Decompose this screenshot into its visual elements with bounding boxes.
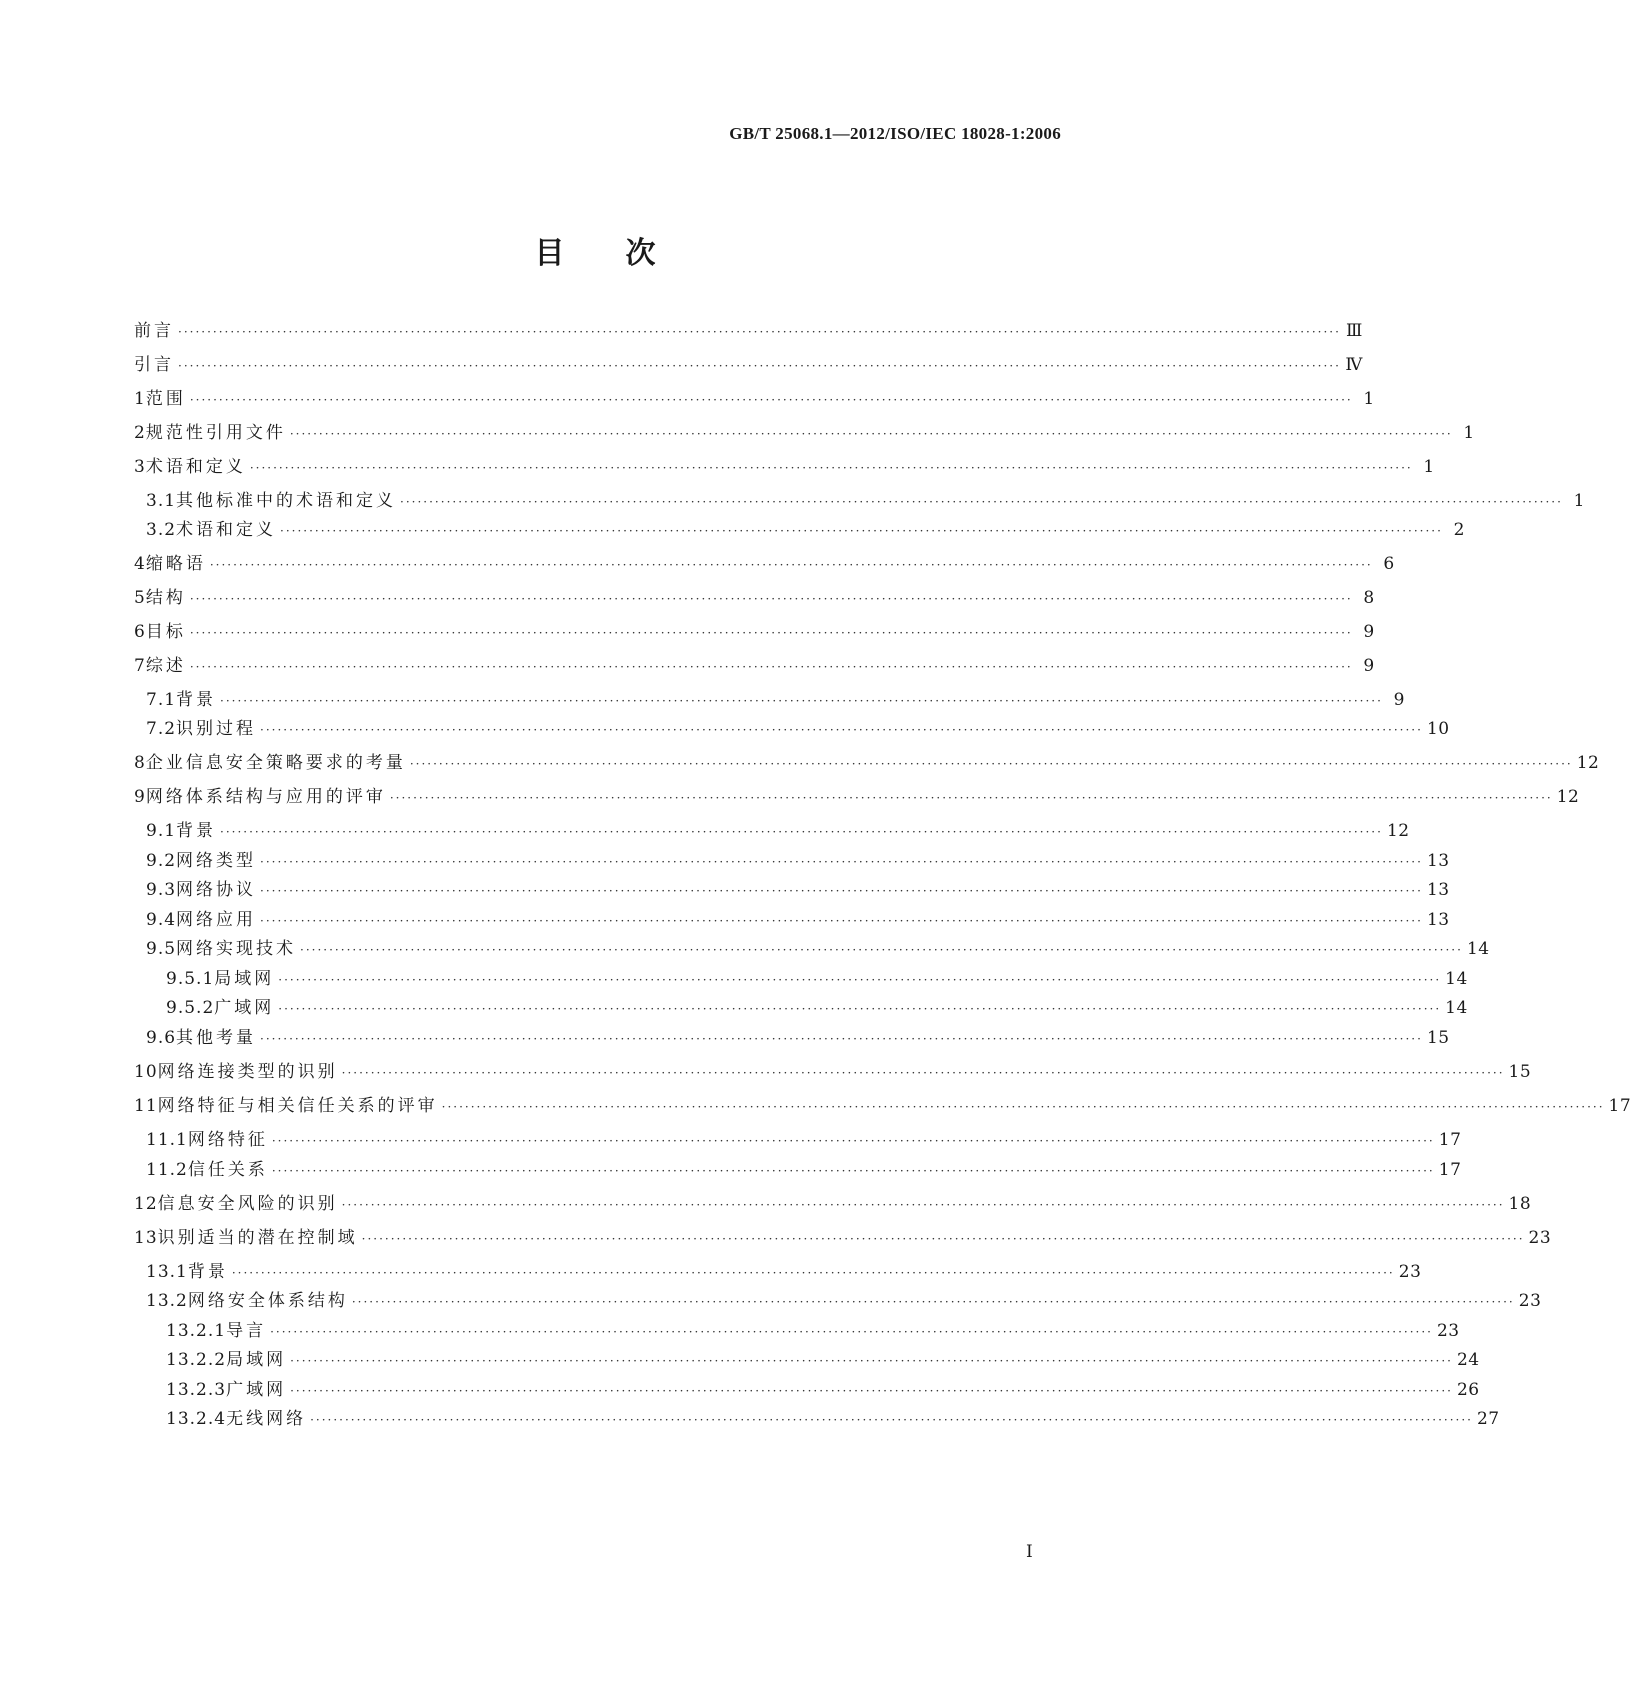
toc-leader-dots: ········································································································································································································ xyxy=(220,825,1383,839)
toc-leader-dots: ········································································································································································································ xyxy=(270,1325,1433,1339)
toc-entry-number: 6 xyxy=(134,622,146,642)
toc-entry-label: 网络安全体系结构 xyxy=(187,1291,348,1311)
toc-entry-page: 9 xyxy=(1363,622,1375,642)
toc-entry-page: 1 xyxy=(1463,423,1475,443)
toc-entry-page: 23 xyxy=(1398,1262,1422,1282)
toc-entry[interactable] xyxy=(134,387,1375,411)
toc-entry-label: 网络特征 xyxy=(187,1130,268,1150)
toc-entry-page: 1 xyxy=(1423,457,1435,477)
toc-entry-number: 1 xyxy=(134,389,146,409)
toc-leader-dots: ········································································································································································································ xyxy=(280,524,1443,538)
toc-entry[interactable] xyxy=(166,1378,1480,1402)
toc-entry-label: 背景 xyxy=(176,821,217,841)
toc-entry-number: 5 xyxy=(134,588,146,608)
toc-entry-label: 规范性引用文件 xyxy=(145,423,286,443)
toc-entry-number: 7.1 xyxy=(146,690,177,710)
toc-leader-dots: ········································································································································································································ xyxy=(341,1066,1505,1080)
toc-entry[interactable] xyxy=(146,717,1450,741)
toc-leader-dots: ········································································································································································································ xyxy=(178,325,1341,339)
toc-entry-number: 12 xyxy=(134,1194,158,1214)
toc-entry-number: 3.2 xyxy=(146,520,177,540)
toc-entry[interactable] xyxy=(146,489,1585,513)
toc-entry-page: 24 xyxy=(1456,1350,1480,1370)
toc-entry[interactable] xyxy=(146,1289,1542,1313)
toc-entry-label: 网络类型 xyxy=(176,851,257,871)
toc-entry-page: 12 xyxy=(1576,753,1600,773)
toc-entry-label: 网络特征与相关信任关系的评审 xyxy=(157,1096,438,1116)
toc-entry-page: 9 xyxy=(1393,690,1405,710)
toc-leader-dots: ········································································································································································································ xyxy=(260,884,1423,898)
toc-entry-page: 17 xyxy=(1438,1130,1462,1150)
toc-entry[interactable] xyxy=(134,319,1363,343)
toc-entry-number: 13 xyxy=(134,1228,158,1248)
toc-leader-dots: ········································································································································································································ xyxy=(361,1232,1525,1246)
toc-entry-number: 11.2 xyxy=(146,1160,188,1180)
toc-leader-dots: ········································································································································································································ xyxy=(409,757,1573,771)
toc-entry-number: 13.1 xyxy=(146,1262,188,1282)
toc-leader-dots: ········································································································································································································ xyxy=(220,694,1383,708)
toc-entry-label: 识别适当的潜在控制域 xyxy=(157,1228,358,1248)
toc-entry-number: 8 xyxy=(134,753,146,773)
toc-leader-dots: ········································································································································································································ xyxy=(310,1413,1473,1427)
toc-entry-page: 26 xyxy=(1456,1380,1480,1400)
toc-leader-dots: ········································································································································································································ xyxy=(189,592,1353,606)
toc-leader-dots: ········································································································································································································ xyxy=(189,393,1353,407)
toc-entry-number: 13.2.3 xyxy=(166,1380,227,1400)
standard-code: GB/T 25068.1—2012/ISO/IEC 18028-1:2006 xyxy=(729,124,1061,143)
toc-entry[interactable] xyxy=(146,849,1450,873)
toc-entry-label: 综述 xyxy=(145,656,186,676)
toc-entry[interactable] xyxy=(166,1407,1500,1431)
title-char-1: 目 xyxy=(534,236,566,271)
toc-entry-number: 13.2.2 xyxy=(166,1350,227,1370)
toc-leader-dots: ········································································································································································································ xyxy=(271,1134,1435,1148)
toc-entry-number: 4 xyxy=(134,554,146,574)
toc-entry-page: 17 xyxy=(1608,1096,1631,1116)
toc-entry-number: 11.1 xyxy=(146,1130,188,1150)
toc-leader-dots: ········································································································································································································ xyxy=(189,626,1353,640)
toc-entry-label: 局域网 xyxy=(214,969,275,989)
toc-entry-label: 术语和定义 xyxy=(176,520,277,540)
toc-entry[interactable] xyxy=(146,688,1405,712)
toc-entry-page: 9 xyxy=(1363,656,1375,676)
toc-leader-dots: ········································································································································································································ xyxy=(271,1164,1435,1178)
toc-entry-label: 广域网 xyxy=(226,1380,287,1400)
toc-entry-page: 18 xyxy=(1508,1194,1532,1214)
toc-entry-page: 12 xyxy=(1556,787,1580,807)
toc-entry-page: 13 xyxy=(1426,880,1450,900)
toc-entry-page: 2 xyxy=(1453,520,1465,540)
toc-entry-number: 11 xyxy=(134,1096,158,1116)
toc-entry[interactable] xyxy=(166,1319,1460,1343)
toc-entry[interactable] xyxy=(134,455,1435,479)
toc-entry-page: 15 xyxy=(1508,1062,1532,1082)
toc-entry-page: 23 xyxy=(1518,1291,1542,1311)
toc-entry-label: 缩略语 xyxy=(145,554,206,574)
toc-entry-number: 13.2.1 xyxy=(166,1321,227,1341)
toc-leader-dots: ········································································································································································································ xyxy=(341,1198,1505,1212)
toc-leader-dots: ········································································································································································································ xyxy=(290,1354,1453,1368)
toc-entry-page: 14 xyxy=(1445,969,1468,989)
toc-leader-dots: ········································································································································································································ xyxy=(260,855,1423,869)
toc-entry-page: 14 xyxy=(1466,939,1490,959)
toc-entry-label: 网络协议 xyxy=(176,880,257,900)
toc-entry-label: 其他标准中的术语和定义 xyxy=(176,491,397,511)
toc-entry[interactable] xyxy=(146,1158,1462,1182)
toc-entry[interactable] xyxy=(146,908,1450,932)
toc-entry[interactable] xyxy=(166,1348,1480,1372)
toc-entry-label: 前言 xyxy=(134,321,174,341)
toc-entry-page: 8 xyxy=(1363,588,1375,608)
title-char-2: 次 xyxy=(625,236,657,271)
toc-entry-page: Ⅲ xyxy=(1345,321,1363,341)
toc-entry[interactable] xyxy=(134,620,1375,644)
toc-entry-label: 广域网 xyxy=(214,998,275,1018)
page-title xyxy=(0,228,1191,272)
toc-entry[interactable] xyxy=(134,586,1375,610)
toc-entry-number: 9.4 xyxy=(146,910,177,930)
toc-entry[interactable] xyxy=(146,937,1490,961)
toc-leader-dots: ········································································································································································································ xyxy=(249,461,1413,475)
toc-leader-dots: ········································································································································································································ xyxy=(178,359,1341,373)
toc-entry[interactable] xyxy=(134,1060,1532,1084)
toc-entry-number: 9.2 xyxy=(146,851,177,871)
toc-leader-dots: ········································································································································································································ xyxy=(289,427,1453,441)
toc-entry[interactable] xyxy=(134,654,1375,678)
toc-entry[interactable] xyxy=(134,421,1475,445)
toc-leader-dots: ········································································································································································································ xyxy=(290,1384,1453,1398)
toc-entry[interactable] xyxy=(146,1026,1450,1050)
toc-entry-number: 9 xyxy=(134,787,146,807)
page-number: I xyxy=(1026,1542,1033,1562)
toc-entry-page: 15 xyxy=(1426,1028,1450,1048)
toc-leader-dots: ········································································································································································································ xyxy=(400,495,1563,509)
toc-entry-label: 信息安全风险的识别 xyxy=(157,1194,338,1214)
toc-entry-page: 13 xyxy=(1426,851,1450,871)
toc-entry-page: 1 xyxy=(1363,389,1375,409)
toc-entry-page: 13 xyxy=(1426,910,1450,930)
toc-entry-number: 13.2 xyxy=(146,1291,188,1311)
toc-entry[interactable] xyxy=(134,1094,1631,1118)
toc-leader-dots: ········································································································································································································ xyxy=(278,973,1442,987)
toc-entry[interactable] xyxy=(134,552,1395,576)
toc-entry-number: 3 xyxy=(134,457,146,477)
toc-entry-page: 17 xyxy=(1438,1160,1462,1180)
toc-entry-label: 局域网 xyxy=(226,1350,287,1370)
toc-entry[interactable] xyxy=(166,967,1468,991)
toc-entry-page: 12 xyxy=(1386,821,1410,841)
toc-entry-number: 9.3 xyxy=(146,880,177,900)
toc-entry-label: 网络应用 xyxy=(176,910,257,930)
toc-entry-label: 网络连接类型的识别 xyxy=(157,1062,338,1082)
toc-entry-label: 目标 xyxy=(145,622,186,642)
toc-entry-page: Ⅳ xyxy=(1345,355,1363,375)
toc-entry-page: 1 xyxy=(1573,491,1585,511)
toc-leader-dots: ········································································································································································································ xyxy=(231,1266,1395,1280)
toc-entry-page: 10 xyxy=(1426,719,1450,739)
toc-entry-number: 7.2 xyxy=(146,719,177,739)
toc-entry[interactable] xyxy=(134,1226,1552,1250)
toc-leader-dots: ········································································································································································································ xyxy=(389,791,1553,805)
toc-entry-label: 网络实现技术 xyxy=(176,939,297,959)
toc-entry-label: 结构 xyxy=(145,588,186,608)
toc-entry-label: 识别过程 xyxy=(176,719,257,739)
toc-entry-number: 3.1 xyxy=(146,491,177,511)
toc-entry[interactable] xyxy=(134,1192,1532,1216)
toc-entry-label: 导言 xyxy=(226,1321,267,1341)
toc-entry-number: 7 xyxy=(134,656,146,676)
toc-entry[interactable] xyxy=(146,1260,1422,1284)
toc-entry-page: 14 xyxy=(1445,998,1468,1018)
toc-entry-label: 信任关系 xyxy=(187,1160,268,1180)
toc-entry[interactable] xyxy=(146,1128,1462,1152)
toc-entry-number: 9.5 xyxy=(146,939,177,959)
toc-entry-label: 其他考量 xyxy=(176,1028,257,1048)
toc-leader-dots: ········································································································································································································ xyxy=(260,1032,1423,1046)
toc-entry-page: 23 xyxy=(1528,1228,1552,1248)
toc-entry[interactable] xyxy=(146,878,1450,902)
toc-entry-number: 13.2.4 xyxy=(166,1409,227,1429)
toc-entry-label: 网络体系结构与应用的评审 xyxy=(145,787,386,807)
toc-leader-dots: ········································································································································································································ xyxy=(300,943,1463,957)
toc-entry-number: 10 xyxy=(134,1062,158,1082)
toc-entry-label: 无线网络 xyxy=(226,1409,307,1429)
toc-entry[interactable] xyxy=(166,996,1468,1020)
toc-entry-number: 9.5.2 xyxy=(166,998,215,1018)
toc-leader-dots: ········································································································································································································ xyxy=(351,1295,1515,1309)
toc-entry[interactable] xyxy=(146,819,1410,843)
toc-entry-page: 23 xyxy=(1436,1321,1460,1341)
toc-leader-dots: ········································································································································································································ xyxy=(278,1002,1442,1016)
toc-leader-dots: ········································································································································································································ xyxy=(189,660,1353,674)
toc-leader-dots: ········································································································································································································ xyxy=(441,1100,1605,1114)
toc-entry-label: 范围 xyxy=(145,389,186,409)
toc-entry-number: 2 xyxy=(134,423,146,443)
toc-entry-label: 术语和定义 xyxy=(145,457,246,477)
toc-entry-label: 引言 xyxy=(134,355,174,375)
toc-entry[interactable] xyxy=(146,518,1465,542)
toc-entry[interactable] xyxy=(134,751,1600,775)
toc-leader-dots: ········································································································································································································ xyxy=(209,558,1373,572)
toc-entry[interactable] xyxy=(134,785,1580,809)
toc-entry-label: 企业信息安全策略要求的考量 xyxy=(145,753,406,773)
toc-entry-number: 9.6 xyxy=(146,1028,177,1048)
toc-entry-page: 6 xyxy=(1383,554,1395,574)
toc-leader-dots: ········································································································································································································ xyxy=(260,723,1423,737)
toc-entry-label: 背景 xyxy=(176,690,217,710)
toc-leader-dots: ········································································································································································································ xyxy=(260,914,1423,928)
toc-entry-page: 27 xyxy=(1476,1409,1500,1429)
toc-entry-label: 背景 xyxy=(187,1262,228,1282)
toc-entry-number: 9.5.1 xyxy=(166,969,215,989)
toc-entry-number: 9.1 xyxy=(146,821,177,841)
toc-entry[interactable] xyxy=(134,353,1363,377)
